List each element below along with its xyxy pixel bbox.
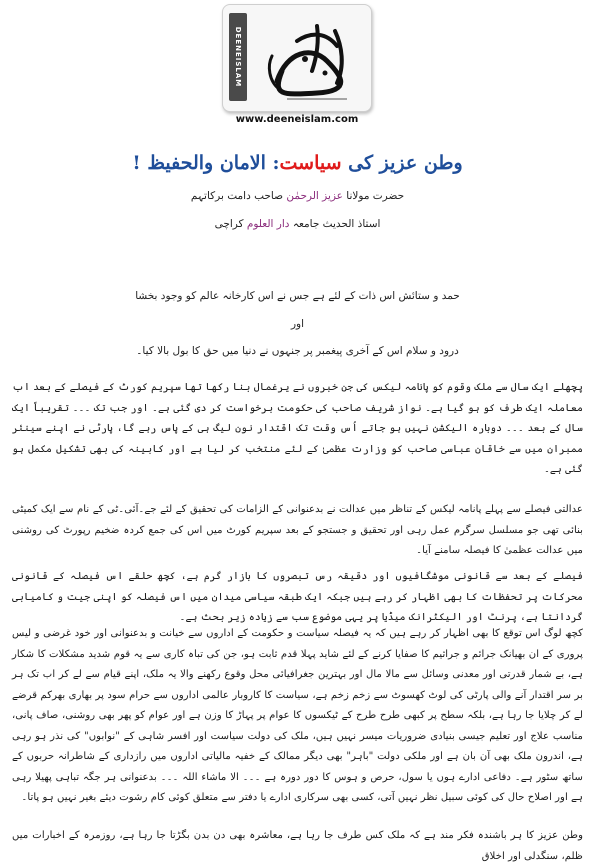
author-name: عزیز الرحمٰن — [286, 190, 343, 202]
title-part-1: وطن عزیز کی — [348, 152, 463, 174]
paragraph-3: فیصلے کے بعد سے قانونی موشگافیوں اور دقیقہ رس تبصروں کا بازار گرم ہے، کچھ حلقے اس فیصلہ کے قانونی محرکات پر تحفظات کا بھی اظہار کر رہے ہیں جبکہ ایک طبقہ سیاسی میدان میں اس فیصلہ کو اپنی جیت و کامیابی گردانتا ہے، پرنٹ اور الیکٹرانک میڈیا پر یہی موضوع سب سے زیادہ زیر بحث ہے۔ — [12, 571, 583, 623]
calligraphy-logo-icon — [257, 11, 365, 107]
title-part-2: سیاست — [279, 152, 342, 174]
title-part-3: : الامان والحفیظ ! — [132, 152, 280, 174]
paragraph-5: وطن عزیز کا ہر باشندہ فکر مند ہے کہ ملک کس طرف جا رہا ہے، معاشرہ بھی دن بدن بگڑتا جا رہا ہے، روزمرہ کے اخبارات میں ظلم، سنگدلی اور اخلاق — [12, 830, 583, 862]
paragraph-1: پچھلے ایک سال سے ملک وقوم کو پانامہ لیکس کی جن خبروں نے یرغمال بنا رکھا تھا سپریم کورٹ کے فیصلے کے بعد اب معاملہ ایک طرف کو ہو گیا ہے۔ نواز شریف صاحب کی حکومت برخواست کر دی گئی ہے۔ اور جب تک ۔۔۔ تقریباً ایک سال کے بعد ۔۔۔ دوبارہ الیکشن نہیں ہو جاتے اُس وقت تک اقتدار نون لیگ ہی کے پاس رہے گا، پارٹی نے اپنے سینئر ممبران میں سے خاقان عباسی صاحب کو وزارت عظمیٰ کے لئے منتخب کر لیا ہے اور کابینہ کی بھی تشکیل مکمل ہو گئی ہے۔ — [12, 382, 583, 475]
opening-line-2: اور — [290, 318, 305, 330]
logo-vertical-text: DEENEISLAM — [234, 26, 242, 88]
institute-suffix: کراچی — [214, 218, 244, 230]
logo-side-strip — [229, 13, 247, 101]
author-line — [0, 190, 595, 202]
author-prefix: حضرت مولانا — [346, 190, 405, 202]
site-logo[interactable] — [222, 4, 372, 130]
paragraph-4: کچھ لوگ اس توقع کا بھی اظہار کر رہے ہیں کہ یہ فیصلہ سیاست و حکومت کے اداروں سے خیانت و بدعنوانی اور خود غرضی و لیس پروری کے ان بھیانک جرائم و جراثیم کا صفایا کرنے کے لئے شاید پہلا قدم ثابت ہو، جن کی تباہ کاری سے یہ قوم شدید مشکلات کا شکار ہے، بے شمار قدرتی اور معدنی وسائل سے مالا مال اور بہترین جغرافیائی محل وقوع رکھنے والا یہ ملک، اپنے قیام سے لے کر اب تک ہر بر سر اقتدار آنے والی پارٹی کی لوٹ کھسوٹ سے زخم زخم ہے، سیاست کا کاروبار عالمی اداروں سے حرام سود پر بھاری بھرکم قرضے لے کر چلایا جا رہا ہے، بلکہ سطح پر کبھی طرح طرح کے ٹیکسوں کا عوام پر پہاڑ کا وزن ہے اور عوام کو پھر بھی روشنی، صاف پانی، مناسب علاج اور تعلیم جیسی بنیادی ضروریات میسر نہیں ہیں، ملک کی دولت سیاست اور افسر شاہی کے "نوابوں" کی نذر ہو رہی ہے، اندرون ملک بھی آن بان ہے اور ملکی دولت "باہر" بھی دیگر ممالک کے خفیہ مالیاتی اداروں میں رازداری کے شاطرانہ حربوں کے ساتھ سٹور ہے۔ دفاعی ادارے ہوں یا سول، حرص و ہوس کا دور دورہ ہے ۔۔۔ الا ماشاء اللہ ۔۔۔ بدعنوانی ہر جگہ تباہی پھیلا رہی ہے اور اصلاح حال کی کوئی سبیل نظر نہیں آتی، کسی بھی سرکاری ادارے یا دفتر سے متعلق کوئی کام رشوت دیئے بغیر نہیں ہو پاتا۔ — [12, 628, 583, 803]
institute-prefix: استاذ الحدیث جامعہ — [292, 218, 381, 230]
site-url[interactable]: www.deeneislam.com — [235, 114, 359, 125]
institute-name: دار العلوم — [246, 218, 290, 230]
opening-line-3: درود و سلام اس کے آخری پیغمبر پر جنہوں نے دنیا میں حق کا بول بالا کیا۔ — [136, 345, 459, 357]
article-title — [0, 152, 595, 174]
logo-frame — [222, 4, 372, 112]
paragraph-2: عدالتی فیصلے سے پہلے پانامہ لیکس کے تناظر میں عدالت نے بدعنوانی کے الزامات کی تحقیق کے لئے جے۔آئی۔ٹی کے نام سے ایک کمیٹی بنائی تھی جو مسلسل سرگرم عمل رہی اور تحقیق و جستجو کے بعد سپریم کورٹ میں اس کی جمع کردہ ضخیم رپورٹ کی روشنی میں عدالت عظمیٰ کا فیصلہ سامنے آیا۔ — [12, 504, 583, 556]
opening-line-1: حمد و ستائش اس ذات کے لئے ہے جس نے اس کارخانہ عالم کو وجود بخشا — [135, 290, 460, 302]
institute-line — [0, 218, 595, 230]
author-suffix: صاحب دامت برکاتہم — [190, 190, 284, 202]
